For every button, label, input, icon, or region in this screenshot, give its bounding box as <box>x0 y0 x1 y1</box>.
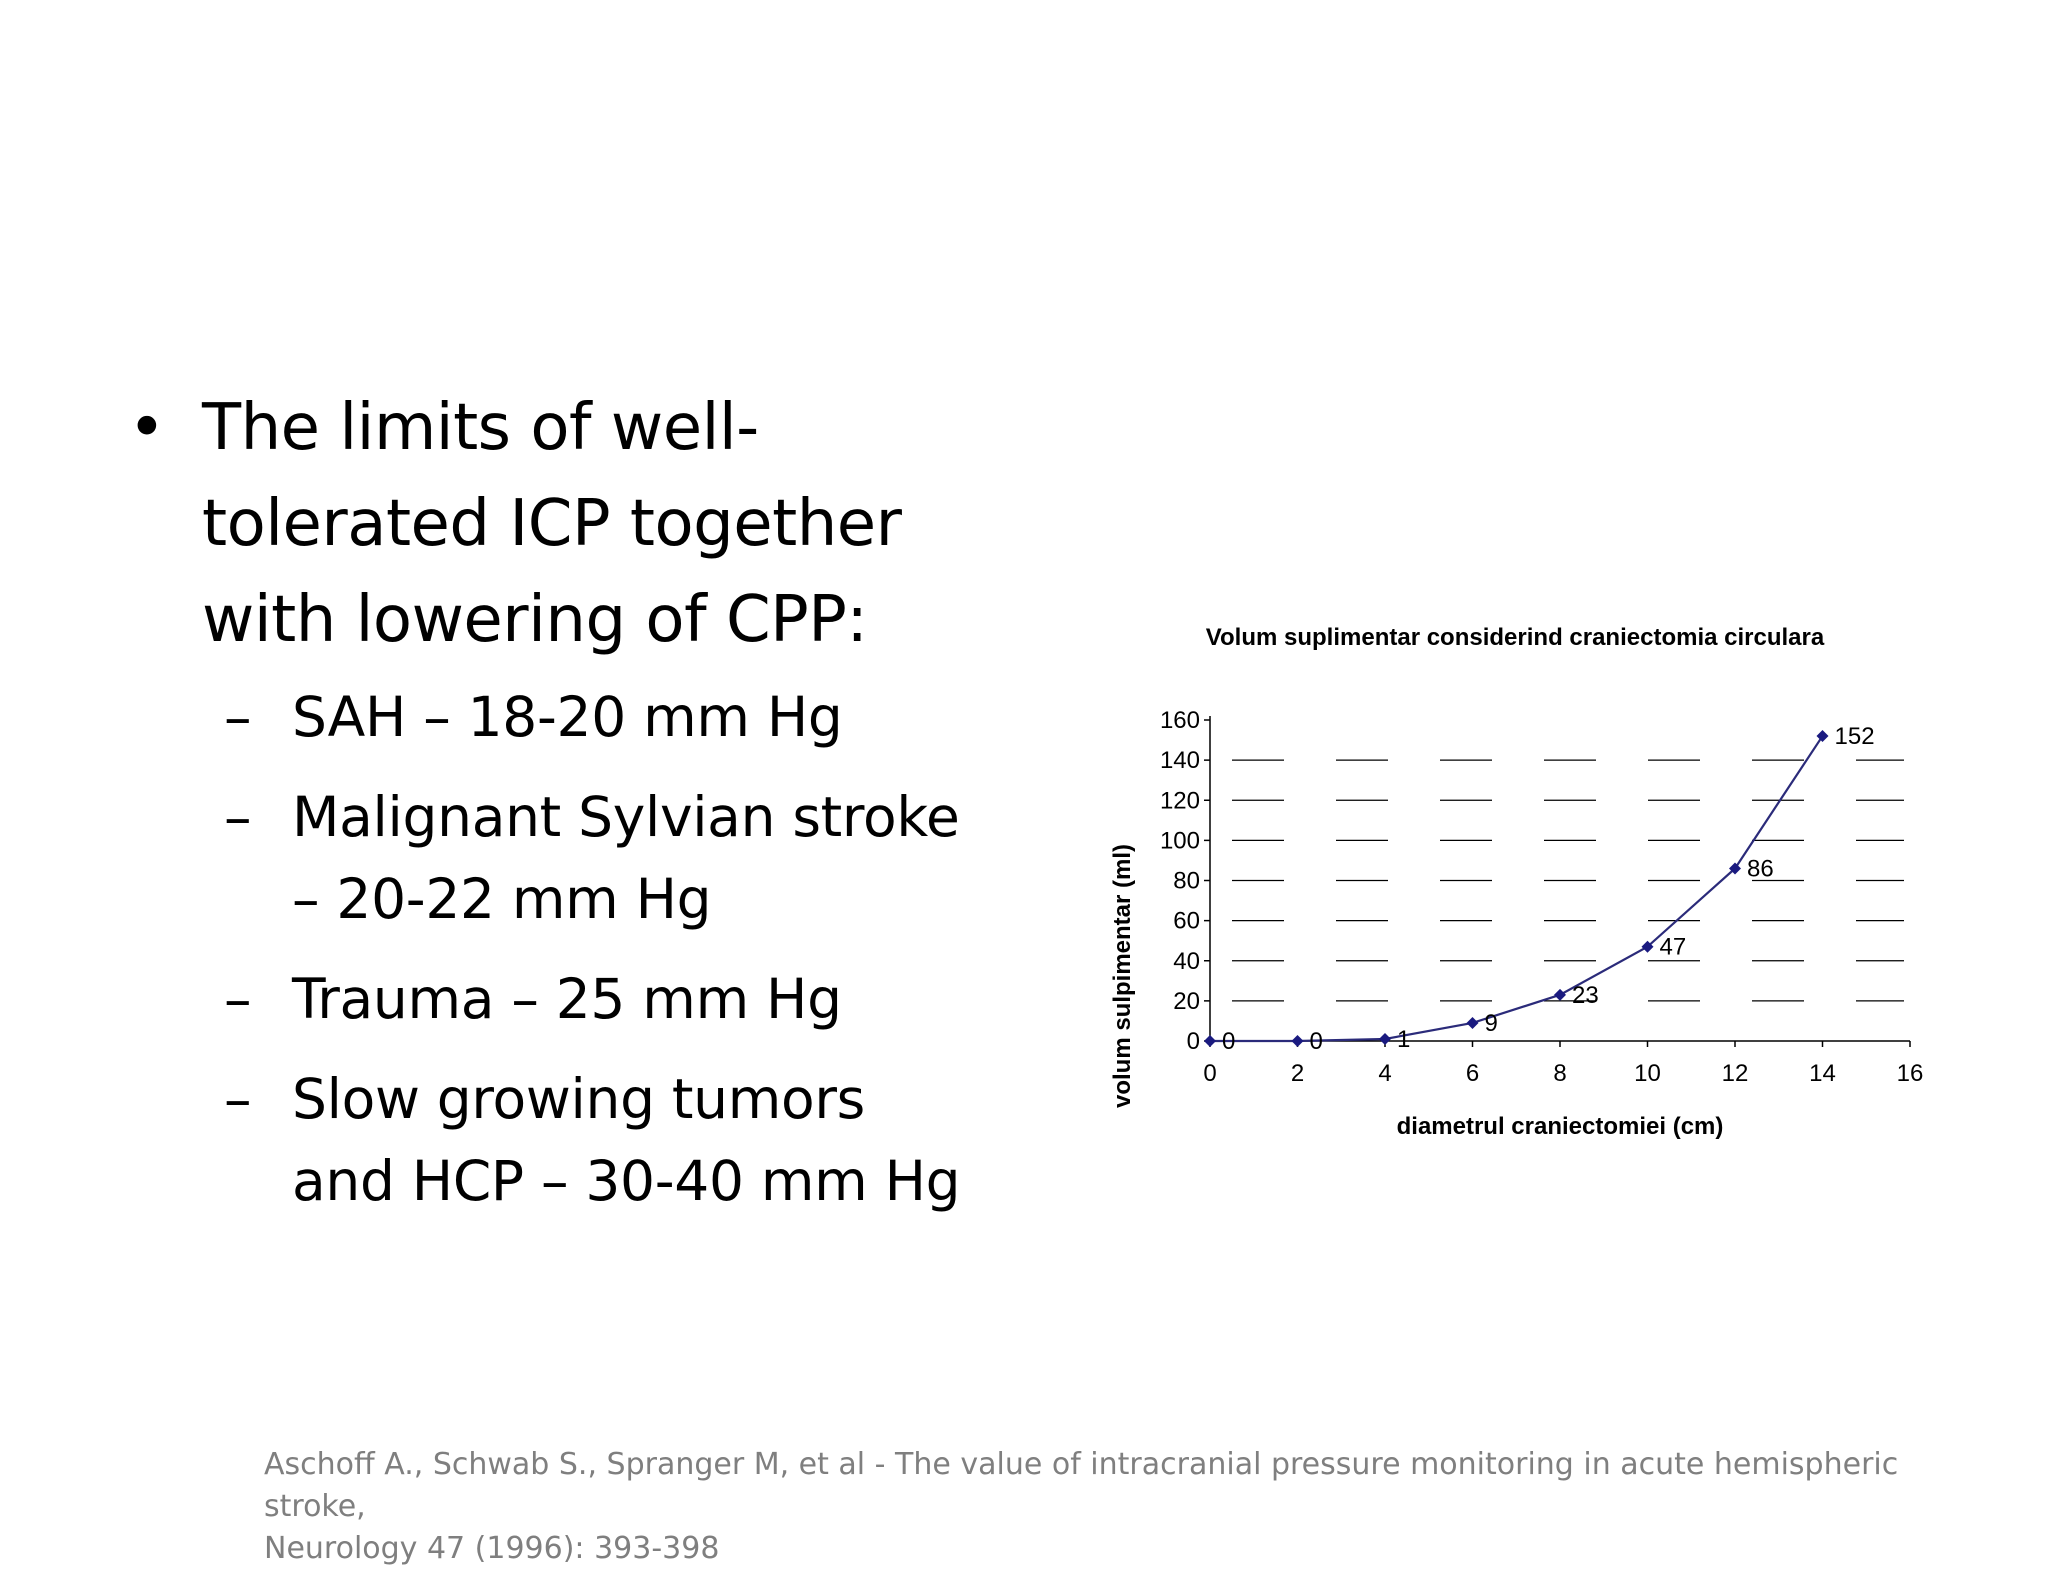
reference-line: Neurology 47 (1996): 393-398 <box>264 1531 720 1566</box>
y-tick-label: 160 <box>1159 707 1200 734</box>
data-label: 152 <box>1834 723 1875 751</box>
main-bullet-line: tolerated ICP together <box>202 487 902 561</box>
dash-icon: – <box>224 1067 252 1131</box>
y-tick-label: 120 <box>1159 787 1200 815</box>
x-tick-label: 0 <box>1203 1060 1217 1087</box>
dash-icon: – <box>224 967 252 1031</box>
dash-icon: – <box>224 685 252 749</box>
data-point <box>1292 1035 1304 1047</box>
sub-bullet-line: Slow growing tumors <box>292 1067 866 1131</box>
main-bullet-line: with lowering of CPP: <box>202 583 868 657</box>
x-tick-label: 6 <box>1465 1060 1480 1087</box>
sub-bullet-line: SAH – 18-20 mm Hg <box>292 685 843 749</box>
data-point <box>1204 1035 1216 1047</box>
sub-bullet-stroke <box>128 776 1028 940</box>
volume-chart <box>1090 600 1970 1160</box>
bullet-dot-icon: • <box>128 391 166 465</box>
sub-bullet-tumors <box>128 1058 1028 1222</box>
dash-icon: – <box>224 785 252 849</box>
y-tick-label: 80 <box>1173 867 1200 895</box>
series-line <box>1210 736 1823 1041</box>
data-label: 0 <box>1222 1028 1236 1055</box>
reference-citation <box>264 1444 1924 1570</box>
y-tick-label: 140 <box>1159 747 1200 775</box>
y-axis-label: volum sulpimentar (ml) <box>1109 843 1136 1109</box>
series-layer <box>1204 723 1875 1055</box>
axis-layer <box>1160 707 1923 1087</box>
x-tick-label: 10 <box>1634 1060 1661 1087</box>
sub-bullet-line: – 20-22 mm Hg <box>292 867 712 931</box>
data-point <box>1817 730 1829 742</box>
x-tick-label: 2 <box>1290 1060 1305 1087</box>
sub-bullet-line: Trauma – 25 mm Hg <box>292 967 842 1031</box>
y-tick-label: 0 <box>1186 1028 1200 1055</box>
main-bullet-line: The limits of well- <box>202 391 759 465</box>
data-point <box>1554 989 1566 1001</box>
y-tick-label: 100 <box>1159 827 1200 855</box>
data-point <box>1467 1017 1479 1029</box>
y-tick-label: 40 <box>1173 947 1200 975</box>
sub-bullet-line: and HCP – 30-40 mm Hg <box>292 1149 961 1213</box>
main-bullet <box>128 380 1028 668</box>
sub-bullet-list <box>128 676 1028 1222</box>
data-label: 47 <box>1659 933 1687 961</box>
x-tick-label: 8 <box>1553 1060 1567 1087</box>
x-tick-label: 16 <box>1896 1060 1924 1087</box>
sub-bullet-line: Malignant Sylvian stroke <box>292 785 960 849</box>
reference-line: Aschoff A., Schwab S., Spranger M, et al - The value of intracranial pressure monitoring in acute hemispheric stroke, <box>264 1447 1899 1524</box>
data-label: 0 <box>1309 1028 1323 1055</box>
main-bullet-text <box>202 380 1028 668</box>
x-tick-label: 4 <box>1378 1060 1392 1087</box>
chart-svg <box>1090 600 1970 1160</box>
data-label: 23 <box>1572 981 1599 1009</box>
x-axis-label: diametrul craniectomiei (cm) <box>1396 1113 1724 1140</box>
y-tick-label: 20 <box>1173 987 1200 1015</box>
data-label: 86 <box>1747 855 1774 883</box>
x-tick-label: 12 <box>1721 1060 1749 1087</box>
grid-layer <box>1232 760 1904 1001</box>
slide-body <box>128 380 1028 1240</box>
sub-bullet-trauma <box>128 958 1028 1040</box>
y-tick-label: 60 <box>1173 907 1200 935</box>
data-label: 1 <box>1397 1025 1411 1053</box>
data-label: 9 <box>1484 1009 1498 1037</box>
chart-title: Volum suplimentar considerind craniectomia circulara <box>1205 624 1825 651</box>
x-tick-label: 14 <box>1809 1060 1836 1087</box>
sub-bullet-sah <box>128 676 1028 758</box>
data-point <box>1379 1033 1391 1045</box>
